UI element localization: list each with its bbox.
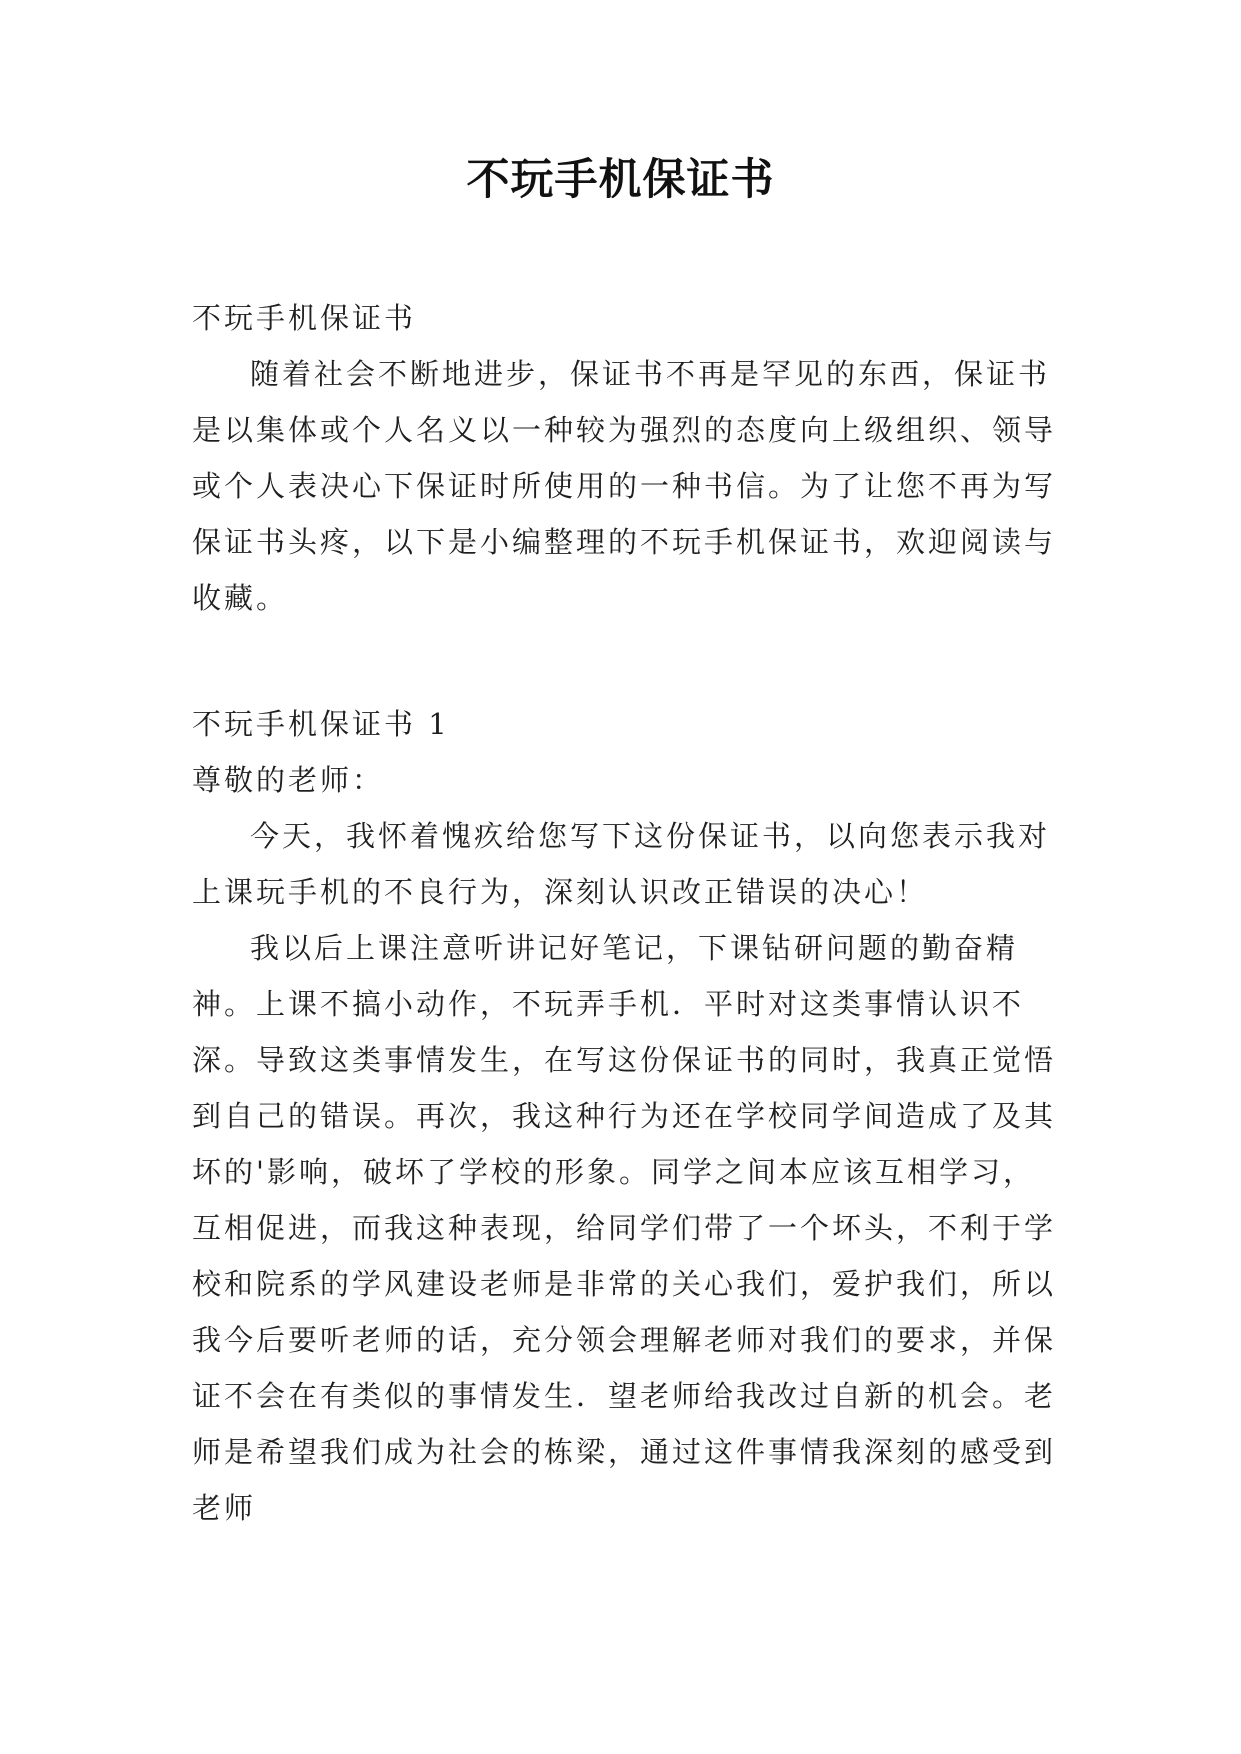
intro-paragraph: 随着社会不断地进步，保证书不再是罕见的东西，保证书是以集体或个人名义以一种较为强烈的态度向上级组织、领导或个人表决心下保证时所使用的一种书信。为了让您不再为写保证书头疼，以下是小编整理的不玩手机保证书，欢迎阅读与收藏。 (192, 357, 1057, 615)
body-paragraph: 我以后上课注意听讲记好笔记，下课钻研问题的勤奋精神。上课不搞小动作，不玩弄手机．平时对这类事情认识不深。导致这类事情发生，在写这份保证书的同时，我真正觉悟到自己的错误。再次，我这种行为还在学校同学间造成了及其坏的'影响，破坏了学校的形象。同学之间本应该互相学习，互相促进，而我这种表现，给同学们带了一个坏头，不利于学校和院系的学风建设老师是非常的关心我们，爱护我们，所以我今后要听老师的话，充分领会理解老师对我们的要求，并保证不会在有类似的事情发生．望老师给我改过自新的机会。老师是希望我们成为社会的栋梁，通过这件事情我深刻的感受到老师 (192, 931, 1057, 1525)
intro-heading: 不玩手机保证书 (192, 301, 417, 335)
document-title: 不玩手机保证书 (466, 155, 775, 205)
salutation: 尊敬的老师： (192, 763, 385, 797)
section-heading: 不玩手机保证书 1 (192, 707, 450, 741)
body-paragraph: 今天，我怀着愧疚给您写下这份保证书，以向您表示我对上课玩手机的不良行为，深刻认识改正错误的决心！ (192, 819, 1051, 909)
